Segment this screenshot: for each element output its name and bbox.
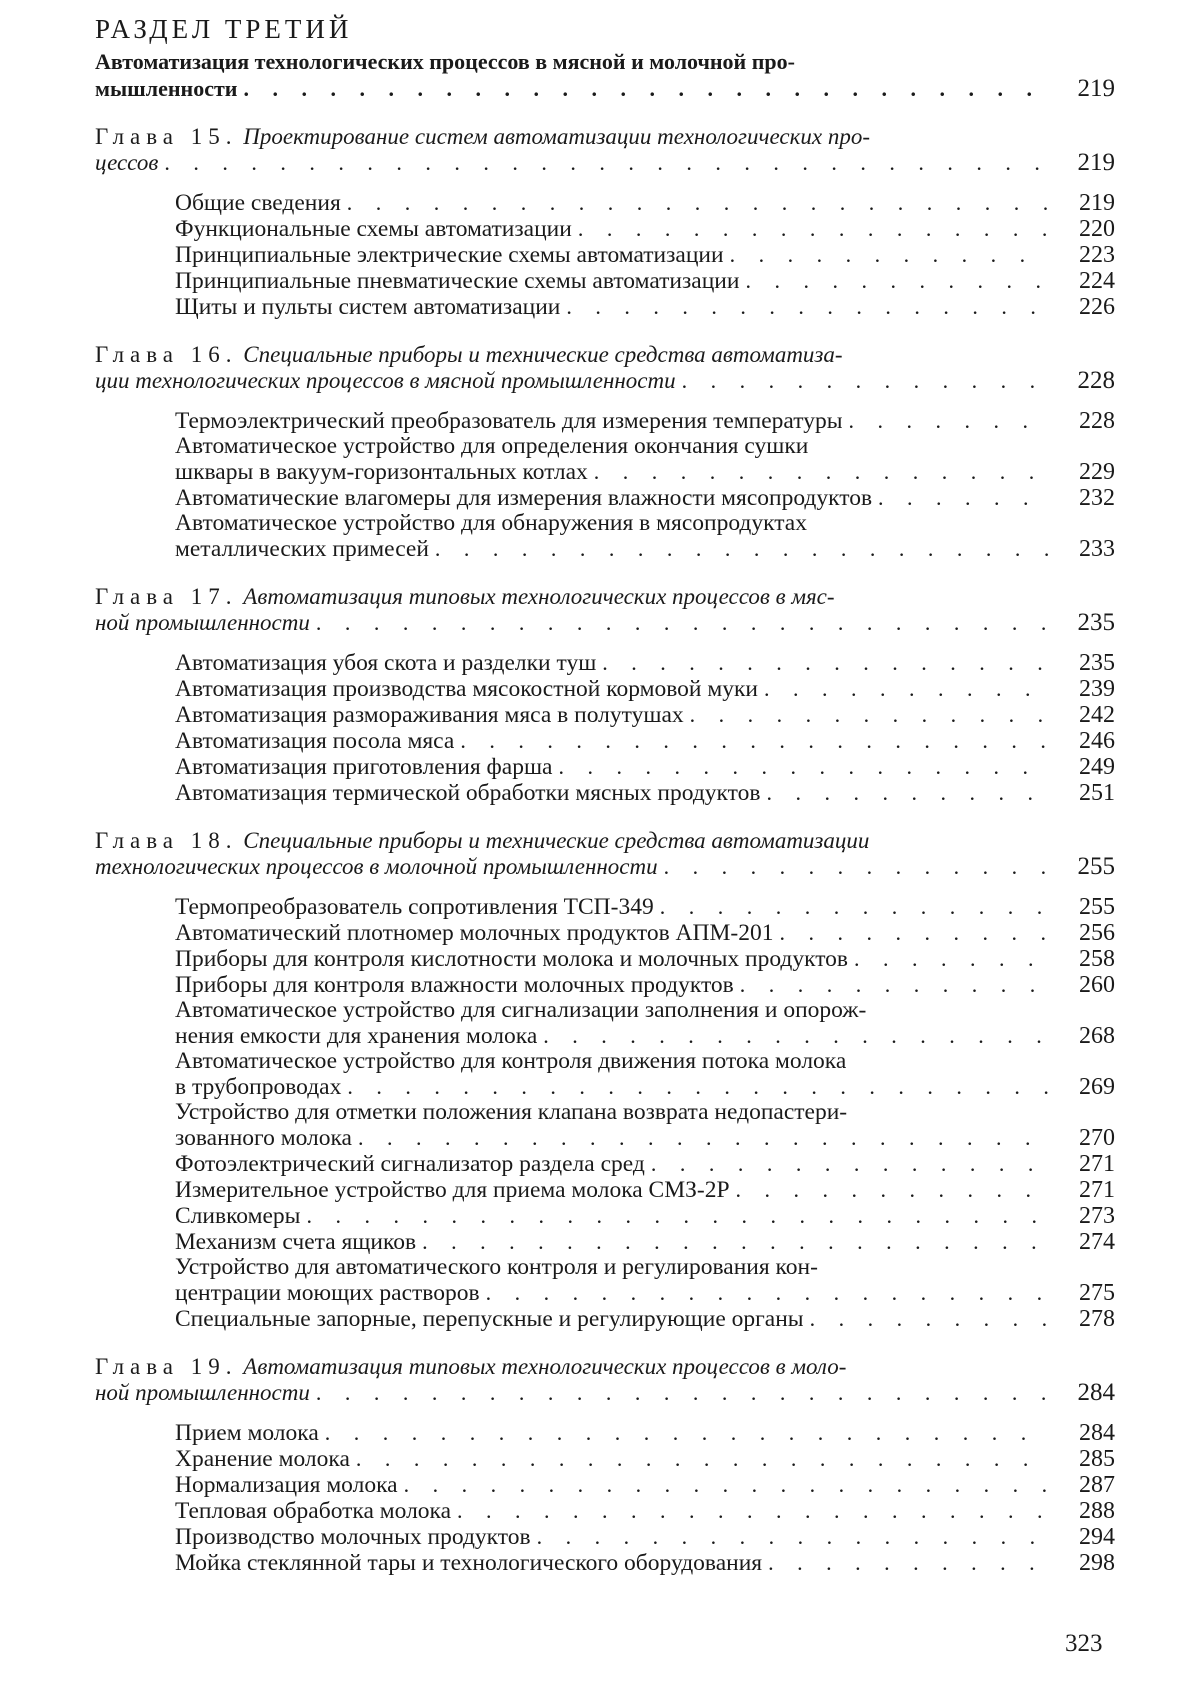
item-page-number: 249 (1079, 754, 1115, 780)
item-page-number: 242 (1079, 702, 1115, 728)
item-page-number: 273 (1079, 1203, 1115, 1229)
page-folio: 323 (1065, 1630, 1103, 1657)
item-page-number: 274 (1079, 1229, 1115, 1255)
list-item (175, 1524, 1115, 1550)
list-item (175, 434, 1115, 485)
chapter-title (95, 1354, 1050, 1406)
leader-dots (356, 1446, 1050, 1471)
item-text: Приборы для контроля кислотности молока и молочных продуктов (175, 946, 849, 972)
chapter-title-line1: Автоматизация типовых технологических процессов в мяс- (243, 584, 835, 609)
list-item (175, 190, 1115, 216)
leader-dots (779, 920, 1050, 945)
section-title (95, 48, 1050, 102)
list-item (175, 1255, 1115, 1306)
chapter-page-number: 235 (1077, 609, 1115, 636)
item-page-number: 219 (1079, 190, 1115, 216)
list-item (175, 754, 1115, 780)
leader-dots (316, 1380, 1050, 1406)
item-text: Мойка стеклянной тары и технологического оборудования (175, 1550, 763, 1576)
chapter-title-line2: технологических процессов в молочной промышленности (95, 854, 658, 879)
leader-dots (358, 1125, 1050, 1150)
chapter-list (95, 124, 1115, 1576)
chapter-block (95, 342, 1115, 562)
item-page-number: 246 (1079, 728, 1115, 754)
leader-dots (730, 242, 1050, 267)
item-page-number: 268 (1079, 1023, 1115, 1049)
leader-dots (651, 1151, 1050, 1176)
item-page-number: 233 (1079, 536, 1115, 562)
list-item (175, 1229, 1115, 1255)
chapter-title-line1: Специальные приборы и технические средства автоматиза- (243, 342, 843, 367)
leader-dots (537, 1524, 1050, 1549)
item-text-line2: центрации моющих растворов (175, 1280, 480, 1306)
leader-dots (594, 459, 1050, 484)
leader-dots (682, 368, 1050, 394)
item-page-number: 232 (1079, 485, 1115, 511)
leader-dots (878, 485, 1050, 510)
chapter-title (95, 342, 1050, 394)
leader-dots (849, 408, 1051, 433)
item-page-number: 271 (1079, 1177, 1115, 1203)
item-text: Механизм счета ящиков (175, 1229, 417, 1255)
list-item (175, 728, 1115, 754)
chapter-block (95, 828, 1115, 1332)
section-page-number: 219 (1077, 75, 1115, 102)
item-text-line2: шквары в вакуум-горизонтальных котлах (175, 459, 588, 485)
item-page-number: 228 (1079, 408, 1115, 434)
leader-dots (768, 1550, 1050, 1575)
item-page-number: 224 (1079, 268, 1115, 294)
list-item (175, 1306, 1115, 1332)
item-page-number: 223 (1079, 242, 1115, 268)
item-text-line1: Автоматическое устройство для сигнализации заполнения и опорож- (175, 997, 867, 1023)
item-page-number: 298 (1079, 1550, 1115, 1576)
list-item (175, 702, 1115, 728)
item-text: Термоэлектрический преобразователь для измерения температуры (175, 408, 843, 434)
item-text: Принципиальные пневматические схемы автоматизации (175, 268, 740, 294)
chapter-title (95, 584, 1050, 636)
chapter-label: Глава 18. (95, 828, 238, 853)
item-page-number: 239 (1079, 676, 1115, 702)
list-item (175, 1472, 1115, 1498)
list-item (175, 1151, 1115, 1177)
item-text: Хранение молока (175, 1446, 350, 1472)
item-text: Автоматизация термической обработки мясных продуктов (175, 780, 761, 806)
list-item (175, 894, 1115, 920)
item-page-number: 285 (1079, 1446, 1115, 1472)
chapter-entry (95, 124, 1115, 176)
list-item (175, 408, 1115, 434)
list-item (175, 1177, 1115, 1203)
item-page-number: 278 (1079, 1306, 1115, 1332)
item-text-line2: в трубопроводах (175, 1074, 342, 1100)
item-text: Нормализация молока (175, 1472, 398, 1498)
list-item (175, 1100, 1115, 1151)
list-item (175, 1049, 1115, 1100)
item-text: Производство молочных продуктов (175, 1524, 531, 1550)
leader-dots (243, 75, 1050, 102)
list-item (175, 242, 1115, 268)
chapter-title-line1: Проектирование систем автоматизации технологических про- (243, 124, 870, 149)
chapter-block (95, 1354, 1115, 1576)
item-page-number: 251 (1079, 780, 1115, 806)
item-text: Прием молока (175, 1420, 319, 1446)
item-text: Сливкомеры (175, 1203, 301, 1229)
item-text-line1: Автоматическое устройство для определения окончания сушки (175, 433, 809, 459)
leader-dots (745, 268, 1050, 293)
list-item (175, 1420, 1115, 1446)
list-item (175, 780, 1115, 806)
item-text-line2: нения емкости для хранения молока (175, 1023, 538, 1049)
section-title-line2: мышленности (95, 76, 238, 101)
item-text: Принципиальные электрические схемы автоматизации (175, 242, 724, 268)
section-heading: РАЗДЕЛ ТРЕТИЙ (95, 14, 353, 44)
item-page-number: 235 (1079, 650, 1115, 676)
chapter-title-line2: цессов (95, 150, 159, 175)
leader-dots (740, 972, 1050, 997)
chapter-label: Глава 15. (95, 124, 238, 149)
chapter-page-number: 219 (1077, 149, 1115, 176)
item-text: Автоматический плотномер молочных продуктов АПМ-201 (175, 920, 774, 946)
leader-dots (347, 190, 1050, 215)
leader-dots (486, 1280, 1050, 1305)
leader-dots (766, 780, 1050, 805)
chapter-label: Глава 17. (95, 584, 238, 609)
leader-dots (543, 1023, 1050, 1048)
leader-dots (602, 650, 1050, 675)
leader-dots (316, 610, 1050, 636)
list-item (175, 920, 1115, 946)
item-page-number: 255 (1079, 894, 1115, 920)
item-page-number: 256 (1079, 920, 1115, 946)
list-item (175, 676, 1115, 702)
list-item (175, 1203, 1115, 1229)
item-text: Функциональные схемы автоматизации (175, 216, 572, 242)
item-text: Щиты и пульты систем автоматизации (175, 294, 561, 320)
leader-dots (457, 1498, 1050, 1523)
chapter-items (95, 190, 1115, 320)
chapter-block (95, 584, 1115, 806)
chapter-entry (95, 1354, 1115, 1406)
item-text: Измерительное устройство для приема молока СМЗ-2Р (175, 1177, 730, 1203)
item-page-number: 270 (1079, 1125, 1115, 1151)
chapter-title-line1: Автоматизация типовых технологических процессов в моло- (243, 1354, 847, 1379)
item-text-line1: Устройство для автоматического контроля и регулирования кон- (175, 1254, 818, 1280)
section-title-line1: Автоматизация технологических процессов в мясной и молочной про- (95, 49, 795, 74)
leader-dots (664, 854, 1050, 880)
chapter-items (95, 408, 1115, 562)
item-page-number: 271 (1079, 1151, 1115, 1177)
list-item (175, 998, 1115, 1049)
chapter-entry (95, 342, 1115, 394)
leader-dots (306, 1203, 1050, 1228)
item-text-line1: Автоматическое устройство для обнаружения в мясопродуктах (175, 510, 807, 536)
leader-dots (810, 1306, 1050, 1331)
item-page-number: 287 (1079, 1472, 1115, 1498)
leader-dots (422, 1229, 1050, 1254)
leader-dots (736, 1177, 1050, 1202)
list-item (175, 1498, 1115, 1524)
chapter-title-line2: ной промышленности (95, 610, 310, 635)
chapter-label: Глава 16. (95, 342, 238, 367)
item-page-number: 220 (1079, 216, 1115, 242)
item-text-line1: Устройство для отметки положения клапана возврата недопастери- (175, 1099, 848, 1125)
chapter-title (95, 124, 1050, 176)
chapter-title-line2: ной промышленности (95, 1380, 310, 1405)
item-text-line2: металлических примесей (175, 536, 429, 562)
item-text: Автоматизация приготовления фарша (175, 754, 553, 780)
leader-dots (164, 150, 1050, 176)
list-item (175, 946, 1115, 972)
chapter-title (95, 828, 1050, 880)
item-page-number: 229 (1079, 459, 1115, 485)
chapter-title-line1: Специальные приборы и технические средства автоматизации (243, 828, 870, 853)
item-page-number: 269 (1079, 1074, 1115, 1100)
chapter-page-number: 255 (1077, 853, 1115, 880)
chapter-items (95, 1420, 1115, 1576)
leader-dots (660, 894, 1050, 919)
list-item (175, 511, 1115, 562)
item-text: Автоматизация убоя скота и разделки туш (175, 650, 597, 676)
list-item (175, 1550, 1115, 1576)
leader-dots (347, 1074, 1050, 1099)
item-text: Автоматизация посола мяса (175, 728, 455, 754)
item-text: Автоматические влагомеры для измерения влажности мясопродуктов (175, 485, 873, 511)
leader-dots (566, 294, 1050, 319)
item-page-number: 258 (1079, 946, 1115, 972)
chapter-entry (95, 828, 1115, 880)
list-item (175, 650, 1115, 676)
leader-dots (435, 536, 1050, 561)
chapter-title-line2: ции технологических процессов в мясной промышленности (95, 368, 676, 393)
item-page-number: 260 (1079, 972, 1115, 998)
chapter-label: Глава 19. (95, 1354, 238, 1379)
item-text: Специальные запорные, перепускные и регулирующие органы (175, 1306, 804, 1332)
item-page-number: 288 (1079, 1498, 1115, 1524)
list-item (175, 485, 1115, 511)
item-text: Тепловая обработка молока (175, 1498, 452, 1524)
chapter-items (95, 650, 1115, 806)
item-text: Термопреобразователь сопротивления ТСП-349 (175, 894, 654, 920)
leader-dots (460, 728, 1050, 753)
item-page-number: 226 (1079, 294, 1115, 320)
list-item (175, 294, 1115, 320)
chapter-page-number: 284 (1077, 1379, 1115, 1406)
leader-dots (559, 754, 1051, 779)
leader-dots (764, 676, 1050, 701)
item-text-line2: зованного молока (175, 1125, 352, 1151)
item-page-number: 275 (1079, 1280, 1115, 1306)
section-entry (95, 48, 1115, 102)
leader-dots (578, 216, 1050, 241)
table-of-contents (95, 14, 1115, 1576)
item-text: Автоматизация производства мясокостной кормовой муки (175, 676, 759, 702)
leader-dots (325, 1420, 1050, 1445)
list-item (175, 216, 1115, 242)
list-item (175, 268, 1115, 294)
item-text: Фотоэлектрический сигнализатор раздела сред (175, 1151, 645, 1177)
item-text: Автоматизация размораживания мяса в полутушах (175, 702, 684, 728)
leader-dots (854, 946, 1050, 971)
item-text: Общие сведения (175, 190, 341, 216)
leader-dots (690, 702, 1050, 727)
list-item (175, 1446, 1115, 1472)
item-page-number: 284 (1079, 1420, 1115, 1446)
leader-dots (404, 1472, 1050, 1497)
list-item (175, 972, 1115, 998)
item-text-line1: Автоматическое устройство для контроля движения потока молока (175, 1048, 847, 1074)
item-text: Приборы для контроля влажности молочных продуктов (175, 972, 734, 998)
chapter-items (95, 894, 1115, 1332)
chapter-entry (95, 584, 1115, 636)
chapter-page-number: 228 (1077, 367, 1115, 394)
item-page-number: 294 (1079, 1524, 1115, 1550)
chapter-block (95, 124, 1115, 320)
